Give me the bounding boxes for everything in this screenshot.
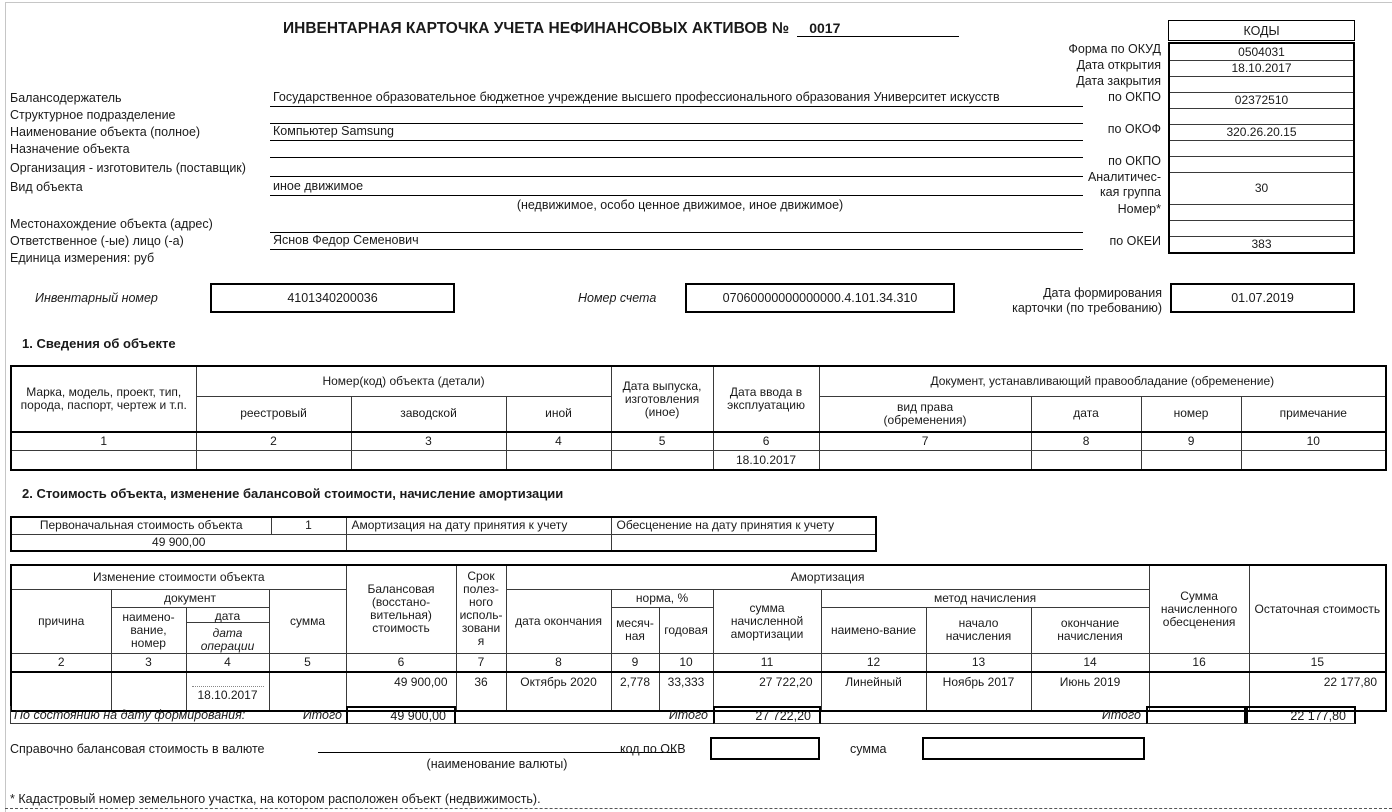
code-label-number: Номер*: [1117, 202, 1161, 216]
t1-colnum: 8: [1031, 432, 1141, 451]
t2-colnum: 8: [506, 653, 611, 672]
t1-cell-registry: [196, 451, 351, 471]
t2-header-balance-cost: Балансовая (восстано-вительная) стоимость: [346, 565, 456, 653]
okv-code-box: [710, 737, 820, 760]
card-formed-date-box: 01.07.2019: [1170, 283, 1355, 313]
t2-header-method-name: наимено-вание: [821, 607, 926, 653]
t2-header-doc-name: наимено-вание, номер: [111, 607, 186, 653]
t2-cell-accrual-start: Ноябрь 2017: [926, 672, 1031, 711]
t1-colnum: 5: [611, 432, 713, 451]
codes-table: [1168, 42, 1355, 254]
t1-cell-factory: [351, 451, 506, 471]
impairment-on-acceptance-label: Обесценение на дату принятия к учету: [611, 517, 876, 534]
t1-colnum: 3: [351, 432, 506, 451]
t2-cell-operation-date: 18.10.2017: [197, 687, 258, 702]
totals-itogo-label-1: Итого: [302, 707, 342, 722]
field-label: Организация - изготовитель (поставщик): [10, 161, 246, 175]
field-row-object-name: [10, 124, 1110, 141]
totals-itogo-label-2: Итого: [456, 706, 713, 724]
code-value-okpo-2: [1170, 156, 1353, 172]
t2-colnum: 16: [1149, 653, 1249, 672]
totals-as-of-label: По состоянию на дату формирования:: [14, 707, 246, 722]
t2-header-rate-month: месяч-ная: [611, 607, 659, 653]
t1-header-factory: заводской: [351, 396, 506, 432]
totals-label-cell: [11, 706, 346, 724]
t1-colnum: 7: [819, 432, 1031, 451]
totals-row: [10, 706, 1356, 724]
t2-header-reason: причина: [11, 589, 111, 653]
initial-cost-label: Первоначальная стоимость объекта: [11, 517, 271, 534]
page-frame-left: [5, 2, 6, 812]
inventory-number-label: Инвентарный номер: [35, 291, 158, 305]
code-label-open-date: Дата открытия: [1076, 58, 1161, 72]
code-value-analytic-group: 30: [1170, 172, 1353, 204]
t1-colnum: 9: [1141, 432, 1241, 451]
object-kind-hint: (недвижимое, особо ценное движимое, иное движимое): [516, 198, 844, 212]
t2-cell-reason: [11, 672, 111, 711]
amort-on-acceptance-label: Амортизация на дату принятия к учету: [346, 517, 611, 534]
code-label-okof: по ОКОФ: [1107, 122, 1161, 136]
t2-cell-life: 36: [456, 672, 506, 711]
account-number-box: 07060000000000000.4.101.34.310: [685, 283, 955, 313]
t2-colnum: 3: [111, 653, 186, 672]
code-value-close-date: [1170, 76, 1353, 92]
section-1-title: 1. Сведения об объекте: [22, 336, 176, 351]
field-row-responsible-person: [10, 233, 1110, 250]
t1-header-date: дата: [1031, 396, 1141, 432]
t2-cell-accrual-end: Июнь 2019: [1031, 672, 1149, 711]
currency-sum-box: [922, 737, 1145, 760]
t2-cell-sum: [269, 672, 346, 711]
t2-header-useful-life: Срок полез-ного исполь-зования: [456, 565, 506, 653]
initial-cost-colnum: 1: [271, 517, 346, 534]
field-value: [270, 141, 1083, 158]
t1-colnum: 1: [11, 432, 196, 451]
field-value: [270, 160, 1083, 177]
t1-header-mark: Марка, модель, проект, тип, порода, паспорт, чертеж и т.п.: [11, 366, 196, 432]
field-label: Назначение объекта: [10, 142, 130, 156]
t1-header-commission-date: Дата ввода в эксплуатацию: [713, 366, 819, 432]
field-row-balance-holder: [10, 90, 1110, 107]
t1-cell-date: [1031, 451, 1141, 471]
object-info-table: [10, 365, 1387, 471]
code-label-okud: Форма по ОКУД: [1068, 42, 1161, 56]
t2-colnum: 12: [821, 653, 926, 672]
field-label: Единица измерения: руб: [10, 251, 155, 265]
t2-colnum: 15: [1249, 653, 1386, 672]
field-value: иное движимое: [270, 179, 1083, 196]
t2-header-change-group: Изменение стоимости объекта: [11, 565, 346, 589]
t2-cell-rate-month: 2,778: [611, 672, 659, 711]
totals-itogo-label-3: Итого: [821, 706, 1146, 724]
t2-column-numbers-row: [11, 653, 1386, 672]
document-title: [283, 20, 959, 38]
t2-colnum: 10: [659, 653, 713, 672]
impairment-on-acceptance-value: [611, 534, 876, 551]
t2-cell-date-upper: [192, 673, 264, 687]
field-row-subdivision: [10, 107, 1110, 124]
code-value-okud: 0504031: [1238, 44, 1285, 59]
t1-colnum: 2: [196, 432, 351, 451]
code-value-okof: 320.26.20.15: [1170, 124, 1353, 140]
t1-colnum: 6: [713, 432, 819, 451]
t2-cell-impairment: [1149, 672, 1249, 711]
initial-cost-value: 49 900,00: [11, 534, 346, 551]
currency-sum-label: сумма: [850, 742, 887, 756]
totals-amort-value: 27 722,20: [713, 706, 821, 724]
t2-colnum: 9: [611, 653, 659, 672]
code-value-blank-3: [1170, 220, 1353, 236]
code-value-number: [1170, 204, 1353, 220]
t2-header-doc-group: документ: [111, 589, 269, 607]
code-value-okei: 383: [1170, 236, 1353, 252]
field-row-object-purpose: [10, 141, 1110, 158]
field-row-object-kind: [10, 179, 1110, 196]
page-break-line: [5, 808, 1392, 809]
field-value: [270, 216, 1083, 233]
t1-column-numbers-row: [11, 432, 1386, 451]
field-value: Яснов Федор Семенович: [270, 233, 1083, 250]
t1-cell-right-kind: [819, 451, 1031, 471]
field-value: [270, 107, 1083, 124]
currency-name-hint: (наименование валюты): [426, 757, 568, 771]
document-title-text: ИНВЕНТАРНАЯ КАРТОЧКА УЧЕТА НЕФИНАНСОВЫХ АКТИВОВ №: [283, 20, 790, 37]
field-value: Государственное образовательное бюджетное учреждение высшего профессионального образования Университет искусств: [270, 90, 1083, 107]
t2-data-row: [11, 672, 1386, 711]
totals-impairment-value: [1146, 706, 1246, 724]
t2-colnum: 11: [713, 653, 821, 672]
t2-header-sum: сумма: [269, 589, 346, 653]
t2-colnum: 5: [269, 653, 346, 672]
field-label: Местонахождение объекта (адрес): [10, 217, 213, 231]
t1-cell-number: [1141, 451, 1241, 471]
card-formed-date-label: Дата формирования карточки (по требованию): [1012, 286, 1162, 315]
t1-header-right-kind: вид права (обременения): [819, 396, 1031, 432]
cadastre-note: * Кадастровый номер земельного участка, на котором расположен объект (недвижимость).: [10, 792, 541, 806]
code-value-blank-2: [1170, 140, 1353, 156]
t1-header-note: примечание: [1241, 396, 1386, 432]
t2-cell-end-date: Октябрь 2020: [506, 672, 611, 711]
t2-cell-method: Линейный: [821, 672, 926, 711]
t1-cell-release-date: [611, 451, 713, 471]
t1-header-number-group: Номер(код) объекта (детали): [196, 366, 611, 396]
field-label: Вид объекта: [10, 180, 83, 194]
t1-data-row: [11, 451, 1386, 471]
field-row-manufacturer: [10, 160, 1110, 177]
t2-header-operation-date: дата операции: [200, 625, 255, 653]
t2-cell-doc-date: [186, 672, 269, 711]
t2-cell-rate-year: 33,333: [659, 672, 713, 711]
t1-header-other: иной: [506, 396, 611, 432]
t2-cell-doc-name: [111, 672, 186, 711]
t1-header-number: номер: [1141, 396, 1241, 432]
t1-cell-other: [506, 451, 611, 471]
t1-header-registry: реестровый: [196, 396, 351, 432]
cost-amortization-table: [10, 564, 1387, 712]
totals-residual-value: 22 177,80: [1246, 706, 1356, 724]
amort-on-acceptance-value: [346, 534, 611, 551]
code-label-okpo-2: по ОКПО: [1108, 154, 1161, 168]
code-value-okpo: 02372510: [1170, 92, 1353, 108]
initial-cost-table: [10, 516, 877, 552]
currency-cost-label: Справочно балансовая стоимость в валюте: [10, 742, 265, 756]
t2-header-end-date: дата окончания: [506, 589, 611, 653]
code-label-okpo: по ОКПО: [1108, 90, 1161, 104]
field-label: Балансодержатель: [10, 91, 122, 105]
t2-cell-balance: 49 900,00: [346, 672, 456, 711]
t2-colnum: 4: [186, 653, 269, 672]
t2-header-method-group: метод начисления: [821, 589, 1149, 607]
t2-header-amort-sum: сумма начисленной амортизации: [713, 589, 821, 653]
t2-cell-amort-sum: 27 722,20: [713, 672, 821, 711]
field-label: Ответственное (-ые) лицо (-а): [10, 234, 184, 248]
t2-header-amortization-group: Амортизация: [506, 565, 1149, 589]
t2-colnum: 6: [346, 653, 456, 672]
t2-colnum: 2: [11, 653, 111, 672]
t1-header-doc-group: Документ, устанавливающий правообладание (обременение): [819, 366, 1386, 396]
code-label-close-date: Дата закрытия: [1076, 74, 1161, 88]
t1-header-release-date: Дата выпуска, изготовления (иное): [611, 366, 713, 432]
t2-header-residual-cost: Остаточная стоимость: [1249, 565, 1386, 653]
t2-colnum: 13: [926, 653, 1031, 672]
field-row-measure-unit: [10, 250, 1110, 267]
t2-header-impairment-sum: Сумма начисленного обесценения: [1149, 565, 1249, 653]
page-frame-top: [5, 2, 1392, 3]
t2-header-accrual-start: начало начисления: [926, 607, 1031, 653]
code-value-open-date: 18.10.2017: [1170, 60, 1353, 76]
field-row-location: [10, 216, 1110, 233]
okv-code-label: код по ОКВ: [620, 742, 686, 756]
inventory-number-box: 4101340200036: [210, 283, 455, 313]
t2-cell-residual: 22 177,80: [1249, 672, 1386, 711]
t2-header-rate-group: норма, %: [611, 589, 713, 607]
code-label-okei: по ОКЕИ: [1109, 234, 1161, 248]
t2-header-date: дата: [187, 608, 269, 623]
t2-header-accrual-end: окончание начисления: [1031, 607, 1149, 653]
code-value-blank-1: [1170, 108, 1353, 124]
t2-colnum: 14: [1031, 653, 1149, 672]
section-2-title: 2. Стоимость объекта, изменение балансовой стоимости, начисление амортизации: [22, 486, 564, 501]
t1-colnum: 10: [1241, 432, 1386, 451]
totals-balance-value: 49 900,00: [346, 706, 456, 724]
code-label-analytic-group: Аналитичес-кая группа: [1087, 170, 1161, 199]
field-label: Наименование объекта (полное): [10, 125, 201, 139]
codes-header: КОДЫ: [1168, 20, 1355, 41]
field-value: Компьютер Samsung: [270, 124, 1083, 141]
field-label: Структурное подразделение: [10, 108, 176, 122]
t2-header-rate-year: годовая: [659, 607, 713, 653]
t1-colnum: 4: [506, 432, 611, 451]
document-number: 0017: [797, 20, 959, 37]
t2-header-doc-date: [186, 607, 269, 653]
t1-cell-commission-date: 18.10.2017: [713, 451, 819, 471]
t2-colnum: 7: [456, 653, 506, 672]
t1-cell-note: [1241, 451, 1386, 471]
t1-cell-mark: [11, 451, 196, 471]
account-number-label: Номер счета: [578, 291, 657, 305]
